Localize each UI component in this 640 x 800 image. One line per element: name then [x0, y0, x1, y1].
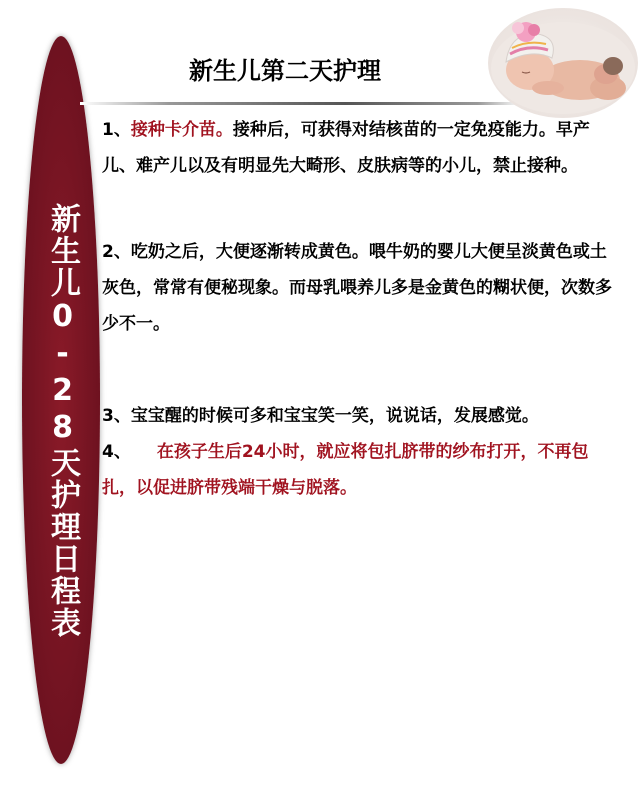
list-item-4	[102, 434, 622, 506]
item-number: 2、	[102, 242, 131, 262]
vertical-title: 新生儿0-28天护理日程表	[45, 203, 80, 639]
content-list	[102, 112, 622, 506]
list-item-3	[102, 398, 622, 434]
list-item-1	[102, 112, 622, 184]
item-number: 1、	[102, 120, 131, 140]
page-title: 新生儿第二天护理	[189, 57, 381, 85]
item-text: 接种后，可获得对结核苗的一定免疫能力。早产儿、难产儿以及有明显先大畸形、皮肤病等的小儿，禁止接种。	[102, 120, 590, 176]
item-number: 4、	[102, 442, 131, 462]
sleeping-baby-photo	[488, 8, 638, 118]
sidebar-ellipse	[22, 36, 100, 764]
spacer	[102, 342, 622, 398]
item-text: 吃奶之后，大便逐渐转成黄色。喂牛奶的婴儿大便呈淡黄色或土灰色，常常有便秘现象。而母乳喂养儿多是金黄色的糊状便，次数多少不一。	[102, 242, 612, 334]
item-text: 宝宝醒的时候可多和宝宝笑一笑，说说话，发展感觉。	[130, 406, 539, 426]
item-highlight: 在孩子生后24小时，就应将包扎脐带的纱布打开，不再包扎，以促进脐带残端干燥与脱落。	[102, 442, 589, 498]
item-highlight: 接种卡介苗。	[130, 120, 233, 140]
baby-illustration	[488, 8, 638, 118]
spacer	[102, 184, 622, 234]
item-number: 3、	[102, 406, 131, 426]
header-divider	[80, 102, 522, 105]
list-item-2	[102, 234, 622, 342]
